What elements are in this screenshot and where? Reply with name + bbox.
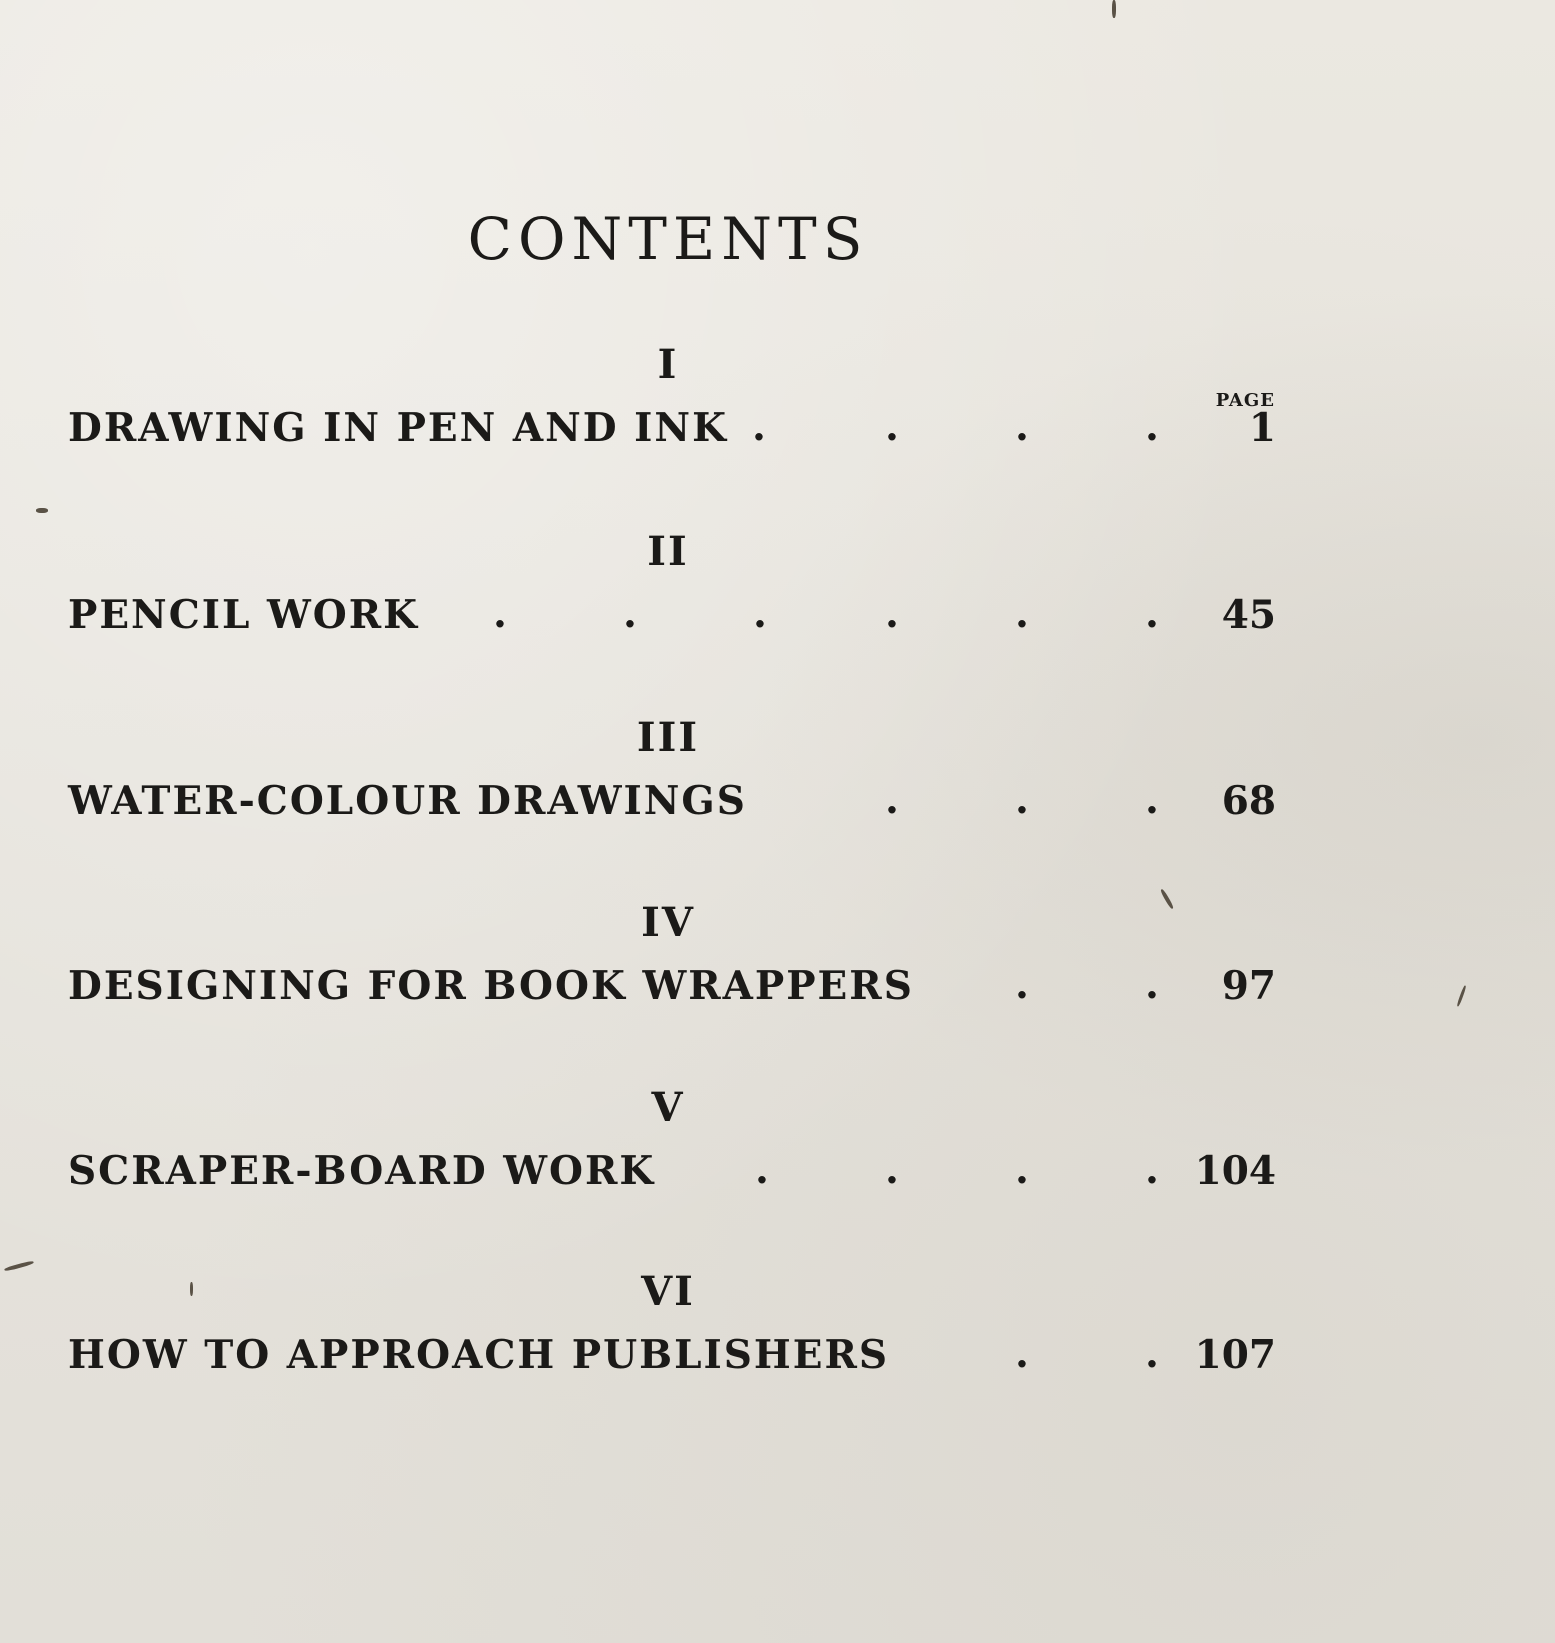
page-number: 45	[1221, 592, 1276, 638]
leader-dot: .	[493, 590, 507, 637]
chapter-entry	[0, 893, 1336, 1023]
chapter-numeral: I	[657, 341, 679, 388]
paper-speck	[1456, 985, 1466, 1007]
leader-dot: .	[885, 776, 899, 823]
leader-dot: .	[885, 1146, 899, 1193]
toc-entry[interactable]	[0, 953, 1336, 1023]
chapter-entry	[0, 335, 1336, 465]
toc-entry[interactable]	[0, 1138, 1336, 1208]
chapter-numeral: V	[651, 1084, 685, 1131]
chapter-entry	[0, 522, 1336, 652]
leader-dot: .	[1015, 961, 1029, 1008]
leader-dot: .	[1145, 590, 1159, 637]
page-column-label: PAGE	[1215, 390, 1275, 411]
page-number: 97	[1221, 963, 1276, 1009]
leader-dot: .	[1015, 590, 1029, 637]
leader-dot: .	[1145, 961, 1159, 1008]
page-number: 68	[1221, 778, 1276, 824]
chapter-entry	[0, 1262, 1336, 1392]
contents-title: CONTENTS	[467, 205, 869, 273]
paper-speck	[1112, 0, 1116, 18]
toc-entry[interactable]	[0, 395, 1336, 465]
toc-entry[interactable]	[0, 1322, 1336, 1392]
toc-entry[interactable]	[0, 582, 1336, 652]
chapter-title: DESIGNING FOR BOOK WRAPPERS	[68, 963, 914, 1009]
leader-dot: .	[885, 403, 899, 450]
chapter-title: SCRAPER-BOARD WORK	[68, 1148, 656, 1194]
leader-dot: .	[1015, 1330, 1029, 1377]
chapter-title: PENCIL WORK	[68, 592, 420, 638]
page-number: 104	[1194, 1148, 1276, 1194]
chapter-title: HOW TO APPROACH PUBLISHERS	[68, 1332, 890, 1378]
chapter-title: WATER-COLOUR DRAWINGS	[68, 778, 747, 824]
chapter-numeral: II	[647, 528, 689, 575]
leader-dot: .	[752, 403, 766, 450]
chapter-numeral: III	[636, 714, 700, 761]
leader-dot: .	[1145, 776, 1159, 823]
chapter-title: DRAWING IN PEN AND INK	[68, 405, 728, 451]
leader-dot: .	[1145, 1330, 1159, 1377]
chapter-entry	[0, 1078, 1336, 1208]
chapter-numeral: VI	[641, 1268, 695, 1315]
leader-dot: .	[1015, 776, 1029, 823]
leader-dot: .	[1145, 1146, 1159, 1193]
leader-dot: .	[1145, 403, 1159, 450]
chapter-numeral: IV	[641, 899, 695, 946]
page-number: 107	[1194, 1332, 1276, 1378]
toc-entry[interactable]	[0, 768, 1336, 838]
leader-dot: .	[753, 590, 767, 637]
leader-dot: .	[755, 1146, 769, 1193]
leader-dot: .	[1015, 403, 1029, 450]
chapter-entry	[0, 708, 1336, 838]
leader-dot: .	[623, 590, 637, 637]
paper-speck	[36, 508, 48, 513]
leader-dot: .	[1015, 1146, 1029, 1193]
page-number: 1	[1248, 405, 1276, 451]
leader-dot: .	[885, 590, 899, 637]
